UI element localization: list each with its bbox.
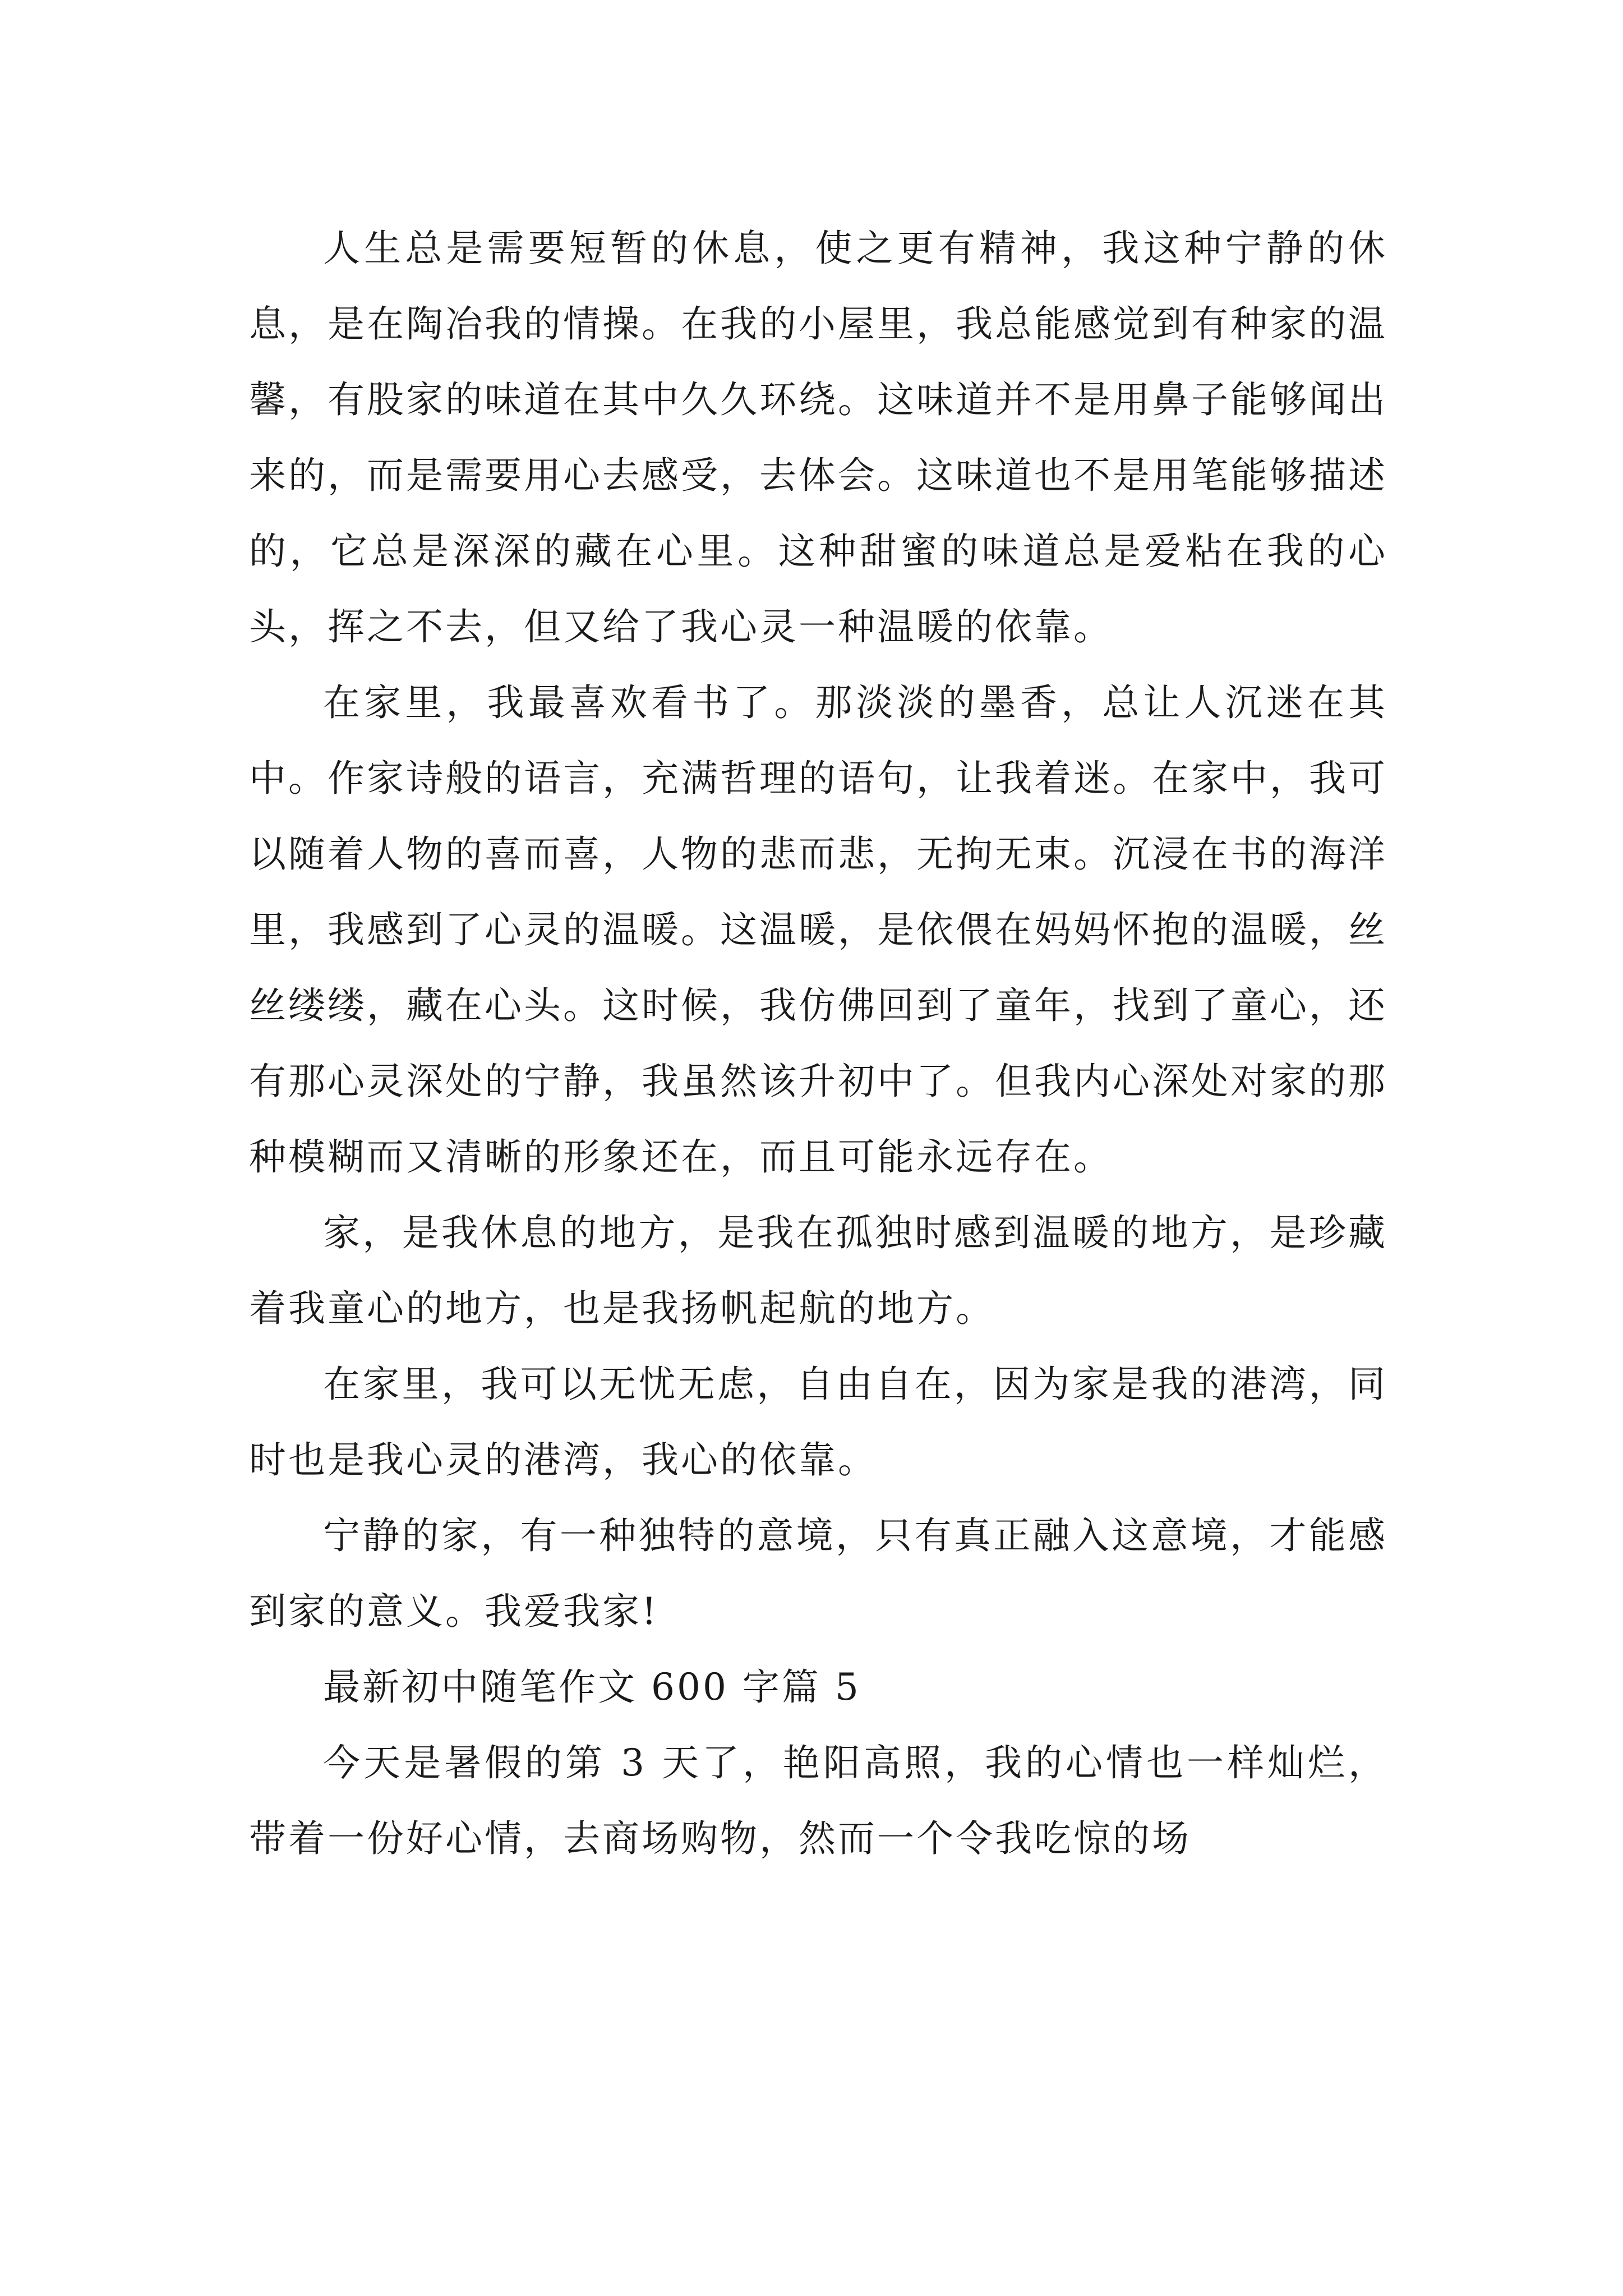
paragraph-4: 在家里，我可以无忧无虑，自由自在，因为家是我的港湾，同时也是我心灵的港湾，我心的依靠。 [249, 1363, 1387, 1481]
document-page [249, 210, 1387, 1876]
paragraph-6: 今天是暑假的第 3 天了，艳阳高照，我的心情也一样灿烂，带着一份好心情，去商场购物，然而一个令我吃惊的场 [249, 1741, 1387, 1860]
paragraph-5: 宁静的家，有一种独特的意境，只有真正融入这意境，才能感到家的意义。我爱我家! [249, 1514, 1387, 1633]
paragraph-3: 家，是我休息的地方，是我在孤独时感到温暖的地方，是珍藏着我童心的地方，也是我扬帆起航的地方。 [249, 1211, 1387, 1330]
paragraph-2: 在家里，我最喜欢看书了。那淡淡的墨香，总让人沉迷在其中。作家诗般的语言，充满哲理的语句，让我着迷。在家中，我可以随着人物的喜而喜，人物的悲而悲，无拘无束。沉浸在书的海洋里，我感到了心灵的温暖。这温暖，是依偎在妈妈怀抱的温暖，丝丝缕缕，藏在心头。这时候，我仿佛回到了童年，找到了童心，还有那心灵深处的宁静，我虽然该升初中了。但我内心深处对家的那种模糊而又清晰的形象还在，而且可能永远存在。 [249, 681, 1387, 1179]
section-heading: 最新初中随笔作文 600 字篇 5 [323, 1665, 861, 1709]
paragraph-1: 人生总是需要短暂的休息，使之更有精神，我这种宁静的休息，是在陶冶我的情操。在我的小屋里，我总能感觉到有种家的温馨，有股家的味道在其中久久环绕。这味道并不是用鼻子能够闻出来的，而是需要用心去感受，去体会。这味道也不是用笔能够描述的，它总是深深的藏在心里。这种甜蜜的味道总是爱粘在我的心头，挥之不去，但又给了我心灵一种温暖的依靠。 [249, 227, 1387, 648]
